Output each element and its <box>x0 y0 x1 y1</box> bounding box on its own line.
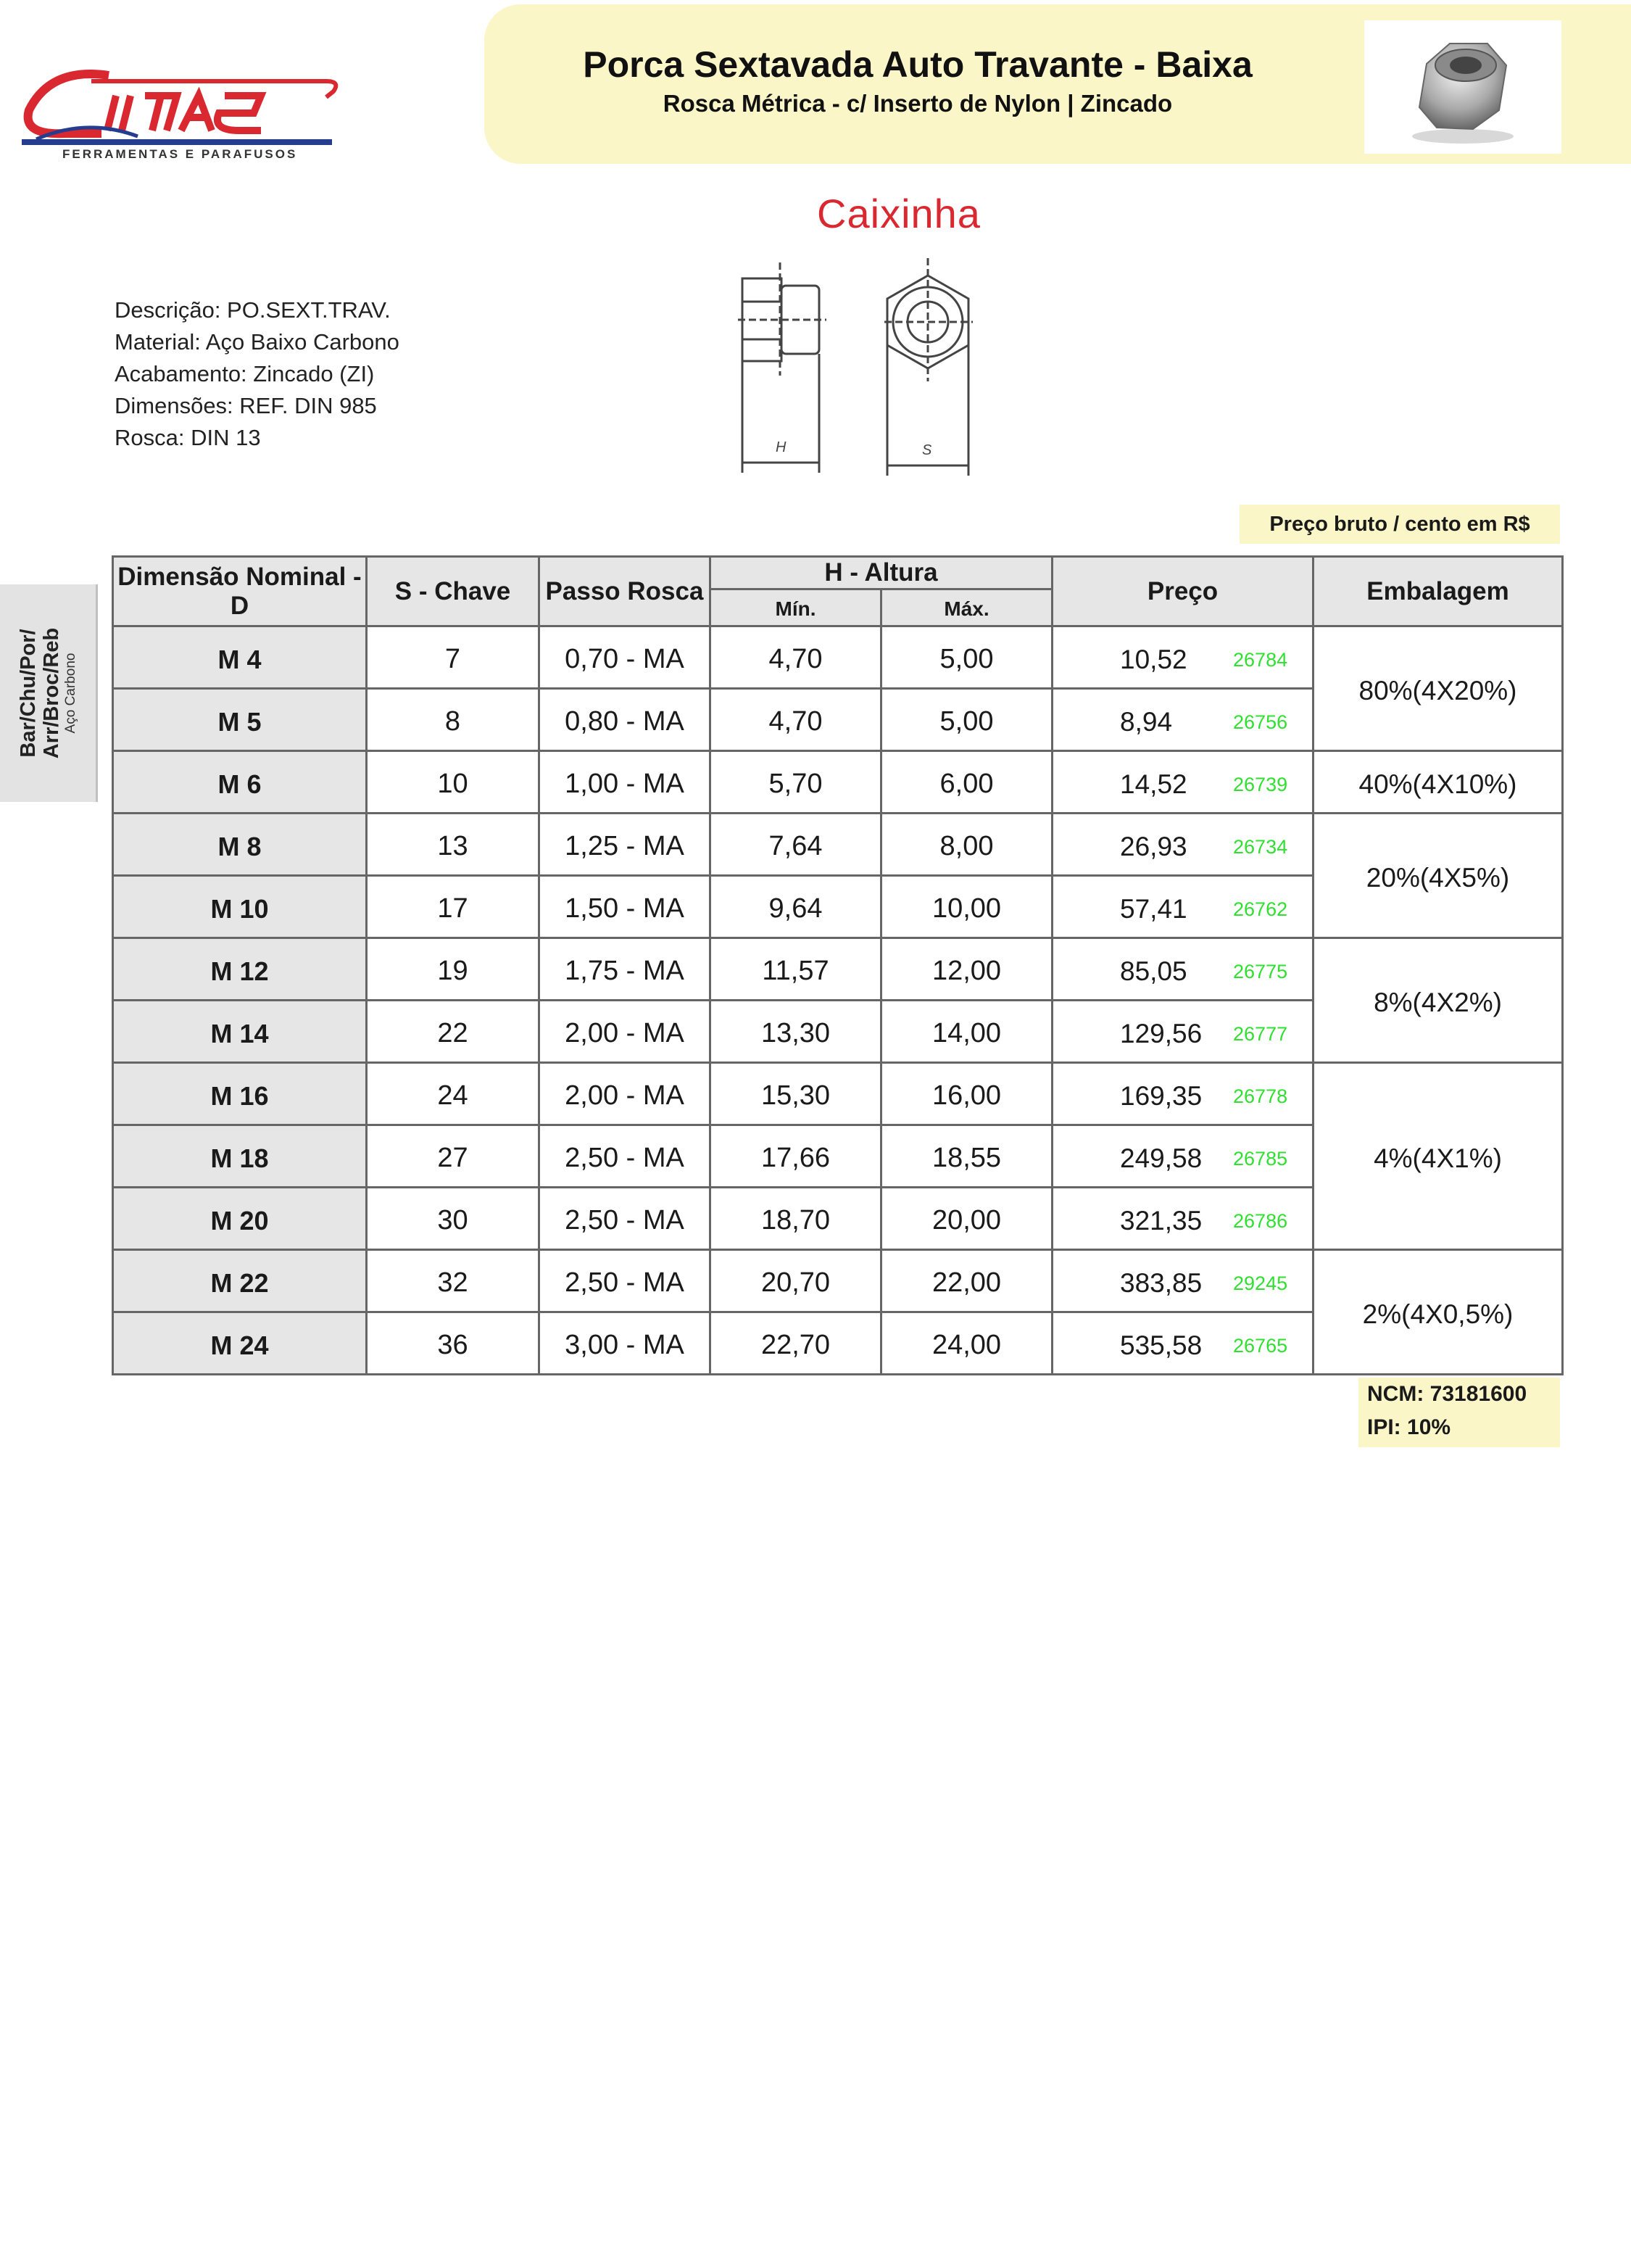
table-row <box>113 751 1563 814</box>
cell-height-max: 18,55 <box>881 1125 1053 1188</box>
cell-pitch: 2,00 - MA <box>539 1001 710 1063</box>
cell-key: 32 <box>367 1250 539 1312</box>
cell-height-max: 8,00 <box>881 814 1053 876</box>
product-code: 26739 <box>1233 773 1288 795</box>
side-tab-line3: Aço Carbono <box>63 653 78 734</box>
price-value: 10,52 <box>1120 645 1187 675</box>
price-value: 535,58 <box>1120 1330 1203 1361</box>
cell-packaging: 80%(4X20%) <box>1313 626 1563 751</box>
product-code: 26756 <box>1233 711 1288 733</box>
page-subtitle: Rosca Métrica - c/ Inserto de Nylon | Zincado <box>663 90 1173 117</box>
cell-key: 24 <box>367 1063 539 1125</box>
header-dimension: Dimensão Nominal - D <box>113 557 367 626</box>
cell-height-max: 22,00 <box>881 1250 1053 1312</box>
table-row <box>113 1063 1563 1125</box>
cell-dimension: M 24 <box>113 1312 367 1375</box>
cell-dimension: M 6 <box>113 751 367 814</box>
cell-dimension: M 18 <box>113 1125 367 1188</box>
cell-key: 22 <box>367 1001 539 1063</box>
spec-material: Material: Aço Baixo Carbono <box>115 329 399 355</box>
header-key: S - Chave <box>367 557 539 626</box>
cell-dimension: M 5 <box>113 689 367 751</box>
cell-height-min: 22,70 <box>710 1312 881 1375</box>
header-height-max: Máx. <box>881 589 1053 626</box>
cell-height-min: 5,70 <box>710 751 881 814</box>
cell-price <box>1053 1063 1313 1125</box>
cell-dimension: M 8 <box>113 814 367 876</box>
cell-key: 17 <box>367 876 539 938</box>
cell-dimension: M 20 <box>113 1188 367 1250</box>
side-tab-line2: Arr/Broc/Reb <box>40 627 63 759</box>
cell-packaging: 4%(4X1%) <box>1313 1063 1563 1250</box>
cell-key: 27 <box>367 1125 539 1188</box>
spec-thread: Rosca: DIN 13 <box>115 425 261 450</box>
cell-height-min: 15,30 <box>710 1063 881 1125</box>
price-value: 249,58 <box>1120 1143 1203 1174</box>
cell-key: 8 <box>367 689 539 751</box>
price-value: 321,35 <box>1120 1206 1203 1236</box>
table-row <box>113 1250 1563 1312</box>
cell-key: 13 <box>367 814 539 876</box>
product-code: 26785 <box>1233 1147 1288 1170</box>
cell-height-max: 5,00 <box>881 689 1053 751</box>
cell-pitch: 0,70 - MA <box>539 626 710 689</box>
cell-packaging: 40%(4X10%) <box>1313 751 1563 814</box>
cell-height-min: 13,30 <box>710 1001 881 1063</box>
header-price: Preço <box>1053 557 1313 626</box>
header-height: H - Altura <box>710 557 1053 589</box>
cell-key: 36 <box>367 1312 539 1375</box>
cell-price <box>1053 1312 1313 1375</box>
dimension-label-s: S <box>922 442 932 458</box>
price-value: 8,94 <box>1120 707 1173 737</box>
technical-drawing <box>718 258 1080 483</box>
cell-key: 10 <box>367 751 539 814</box>
price-value: 57,41 <box>1120 894 1187 924</box>
spec-description: Descrição: PO.SEXT.TRAV. <box>115 297 391 323</box>
cell-price <box>1053 751 1313 814</box>
cell-height-max: 24,00 <box>881 1312 1053 1375</box>
cell-pitch: 2,50 - MA <box>539 1250 710 1312</box>
price-value: 129,56 <box>1120 1019 1203 1049</box>
cell-packaging: 8%(4X2%) <box>1313 938 1563 1063</box>
cell-height-max: 12,00 <box>881 938 1053 1001</box>
cell-dimension: M 14 <box>113 1001 367 1063</box>
cell-pitch: 2,50 - MA <box>539 1188 710 1250</box>
cell-pitch: 1,75 - MA <box>539 938 710 1001</box>
cell-price <box>1053 1188 1313 1250</box>
cell-key: 19 <box>367 938 539 1001</box>
cell-dimension: M 16 <box>113 1063 367 1125</box>
cell-price <box>1053 876 1313 938</box>
price-value: 85,05 <box>1120 956 1187 987</box>
cell-height-max: 14,00 <box>881 1001 1053 1063</box>
price-value: 26,93 <box>1120 832 1187 862</box>
header-packaging: Embalagem <box>1313 557 1563 626</box>
header-pitch: Passo Rosca <box>539 557 710 626</box>
product-code: 26777 <box>1233 1022 1288 1045</box>
table-row <box>113 814 1563 876</box>
product-code: 26778 <box>1233 1085 1288 1107</box>
spec-finish: Acabamento: Zincado (ZI) <box>115 361 375 386</box>
dimension-label-h: H <box>776 439 787 455</box>
cell-height-min: 20,70 <box>710 1250 881 1312</box>
cell-height-min: 17,66 <box>710 1125 881 1188</box>
section-title: Caixinha <box>817 191 981 236</box>
cell-height-min: 4,70 <box>710 689 881 751</box>
brand-tagline: FERRAMENTAS E PARAFUSOS <box>62 147 298 161</box>
cell-pitch: 0,80 - MA <box>539 689 710 751</box>
cell-price <box>1053 1001 1313 1063</box>
price-note: Preço bruto / cento em R$ <box>1240 505 1560 544</box>
price-table <box>112 555 1564 1375</box>
product-code: 26762 <box>1233 898 1288 920</box>
cell-height-min: 7,64 <box>710 814 881 876</box>
cell-height-min: 18,70 <box>710 1188 881 1250</box>
cell-pitch: 2,50 - MA <box>539 1125 710 1188</box>
cell-price <box>1053 1250 1313 1312</box>
cell-height-max: 16,00 <box>881 1063 1053 1125</box>
cell-packaging: 20%(4X5%) <box>1313 814 1563 938</box>
cell-height-min: 4,70 <box>710 626 881 689</box>
page-title: Porca Sextavada Auto Travante - Baixa <box>583 44 1253 85</box>
table-row <box>113 626 1563 689</box>
cell-price <box>1053 814 1313 876</box>
cell-height-max: 6,00 <box>881 751 1053 814</box>
product-photo <box>1364 20 1561 154</box>
cell-pitch: 2,00 - MA <box>539 1063 710 1125</box>
cell-pitch: 1,50 - MA <box>539 876 710 938</box>
cell-height-min: 11,57 <box>710 938 881 1001</box>
cell-height-max: 5,00 <box>881 626 1053 689</box>
hex-nut-photo-icon <box>1364 20 1561 154</box>
cell-height-max: 10,00 <box>881 876 1053 938</box>
cell-packaging: 2%(4X0,5%) <box>1313 1250 1563 1375</box>
spec-dimensions: Dimensões: REF. DIN 985 <box>115 393 377 418</box>
category-side-tab[interactable] <box>0 584 98 802</box>
product-code: 26784 <box>1233 648 1288 671</box>
side-tab-line1: Bar/Chu/Por/ <box>17 629 40 758</box>
cell-dimension: M 12 <box>113 938 367 1001</box>
nut-technical-drawing-icon <box>718 258 1080 483</box>
cell-pitch: 1,00 - MA <box>539 751 710 814</box>
price-value: 14,52 <box>1120 769 1187 800</box>
product-specs <box>115 294 399 454</box>
cell-key: 7 <box>367 626 539 689</box>
cell-dimension: M 10 <box>113 876 367 938</box>
cell-price <box>1053 938 1313 1001</box>
cell-dimension: M 22 <box>113 1250 367 1312</box>
cell-pitch: 3,00 - MA <box>539 1312 710 1375</box>
cell-pitch: 1,25 - MA <box>539 814 710 876</box>
product-code: 26775 <box>1233 960 1288 982</box>
product-code: 26786 <box>1233 1209 1288 1232</box>
product-code: 26734 <box>1233 835 1288 858</box>
cell-price <box>1053 626 1313 689</box>
cell-price <box>1053 689 1313 751</box>
table-row <box>113 938 1563 1001</box>
price-value: 383,85 <box>1120 1268 1203 1299</box>
cell-price <box>1053 1125 1313 1188</box>
cell-height-max: 20,00 <box>881 1188 1053 1250</box>
header-banner <box>484 4 1631 164</box>
ncm-code: NCM: 73181600 <box>1367 1382 1527 1406</box>
cell-key: 30 <box>367 1188 539 1250</box>
product-code: 26765 <box>1233 1334 1288 1357</box>
cell-dimension: M 4 <box>113 626 367 689</box>
price-value: 169,35 <box>1120 1081 1203 1112</box>
ipi-rate: IPI: 10% <box>1367 1415 1451 1439</box>
tax-info-box <box>1358 1378 1560 1447</box>
product-code: 29245 <box>1233 1272 1288 1294</box>
header-height-min: Mín. <box>710 589 881 626</box>
cell-height-min: 9,64 <box>710 876 881 938</box>
